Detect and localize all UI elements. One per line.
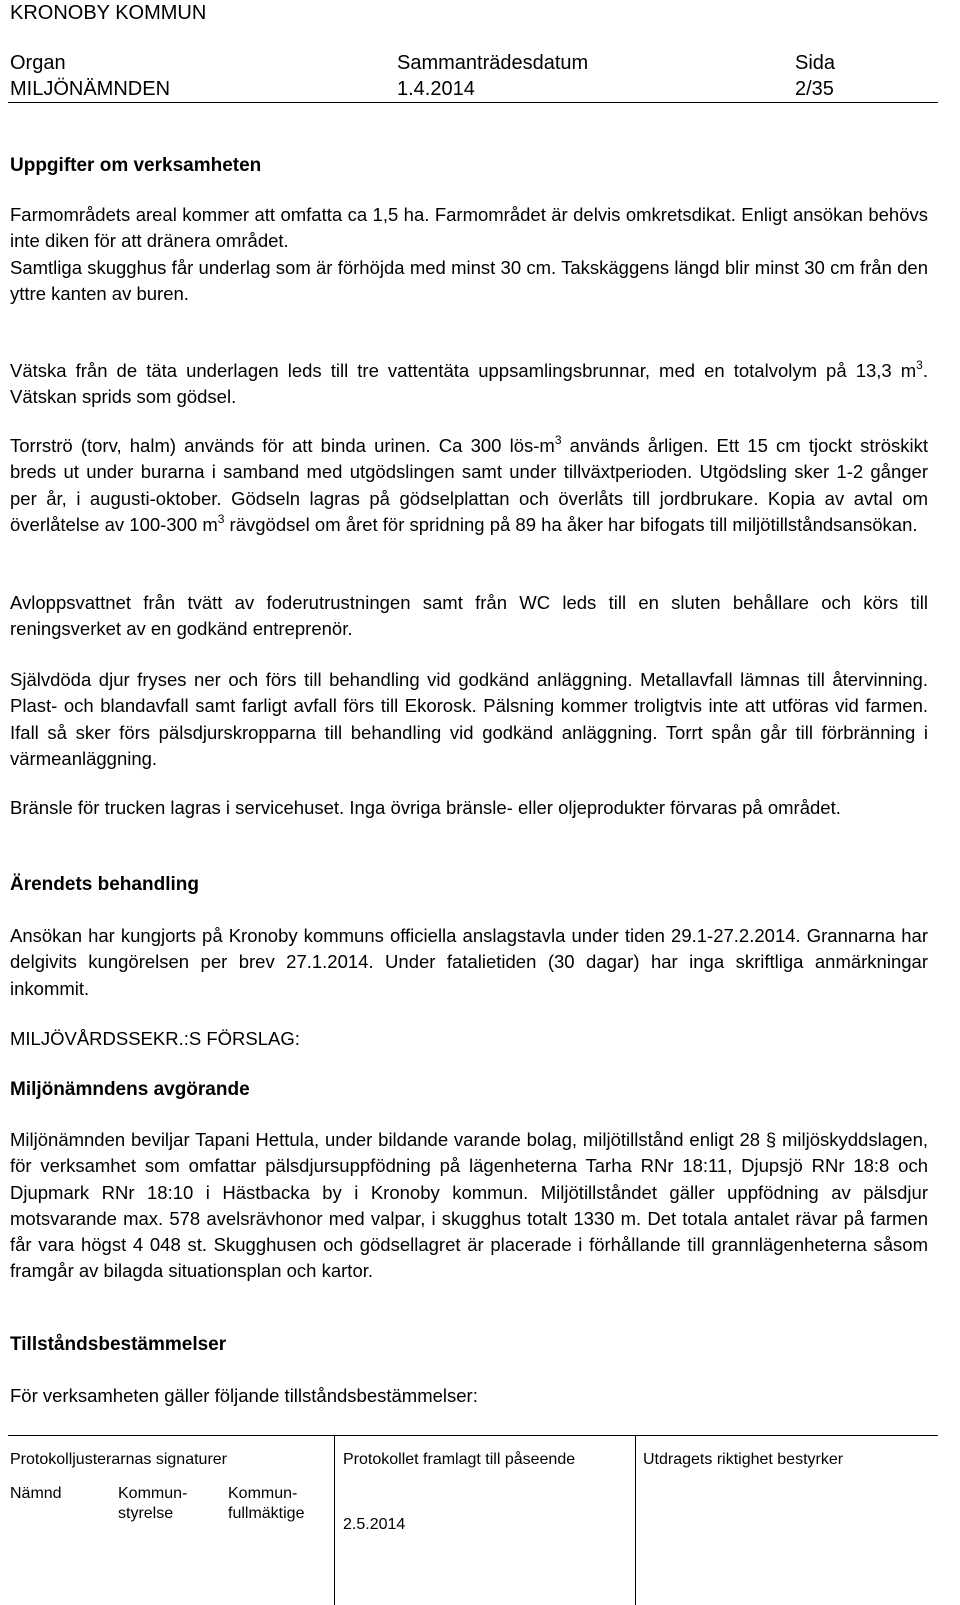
organ-label: Organ — [10, 52, 66, 74]
paragraph-shelters — [10, 255, 928, 308]
footer-column-divider — [334, 1435, 335, 1605]
paragraph-liquid — [10, 358, 928, 411]
signature-column-municipal-board: Kommun- styrelse — [118, 1485, 188, 1522]
paragraph-litter — [10, 433, 928, 538]
paragraph: Samtliga skugghus får underlag som är förhöjda med minst 30 cm. Takskäggens längd blir minst 30 cm från den yttre kanten av buren. — [10, 257, 928, 305]
footer-column-divider — [635, 1435, 636, 1605]
section-heading-handling: Ärendets behandling — [10, 874, 199, 895]
signature-column-board: Nämnd — [10, 1485, 62, 1502]
displayed-label: Protokollet framlagt till påseende — [343, 1451, 576, 1468]
organ-value: MILJÖNÄMNDEN — [10, 78, 171, 100]
paragraph-fuel — [10, 795, 928, 821]
paragraph: Bränsle för trucken lagras i servicehuset. Inga övriga bränsle- eller oljeprodukter förvaras på området. — [10, 797, 841, 818]
superscript: 3 — [554, 432, 562, 447]
footer-divider — [8, 1435, 938, 1436]
superscript: 3 — [916, 357, 923, 372]
section-heading-decision: Miljönämndens avgörande — [10, 1079, 250, 1100]
organization-name: KRONOBY KOMMUN — [10, 2, 207, 24]
signature-column-municipal-council: Kommun- fullmäktige — [228, 1485, 305, 1522]
paragraph-area — [10, 202, 928, 255]
displayed-date: 2.5.2014 — [343, 1516, 406, 1533]
paragraph: Ansökan har kungjorts på Kronoby kommuns officiella anslagstavla under tiden 29.1-27.2.2014. Grannarna har delgivits kungörelsen per brev 27.1.2014. Under fatalietiden (30 dagar) har inga skriftliga anmärkningar inkommit. — [10, 925, 928, 999]
paragraph-waste — [10, 667, 928, 772]
paragraph: Torrströ (torv, halm) används för att binda urinen. Ca 300 lös-$m^3$ används årligen. Ett 15 cm tjockt ströskikt breds ut under burarna i samband med utgödslingen samt under tillväxtperioden. Utgödsling sker 1-2 gånger per år, i augusti-oktober. Gödseln lagras på gödselplattan och överlåts till jordbrukare. Kopia av avtal om överlåtelse av 100-300 $m^3$ rävgödsel om året för spridning på 89 ha åker har bifogats till miljötillståndsansökan. — [10, 432, 928, 535]
header-divider — [8, 102, 938, 103]
signatures-label: Protokolljusterarnas signaturer — [10, 1451, 227, 1468]
extract-certified-label: Utdragets riktighet bestyrker — [643, 1451, 844, 1468]
paragraph-decision — [10, 1127, 928, 1285]
paragraph: Farmområdets areal kommer att omfatta ca 1,5 ha. Farmområdet är delvis omkretsdikat. Enligt ansökan behövs inte diken för att dränera området. — [10, 204, 928, 252]
section-heading-operations: Uppgifter om verksamheten — [10, 155, 262, 176]
meeting-date-value: 1.4.2014 — [397, 78, 475, 100]
paragraph-announcement — [10, 923, 928, 1002]
paragraph-wastewater — [10, 590, 928, 643]
paragraph: Miljönämnden beviljar Tapani Hettula, under bildande varande bolag, miljötillstånd enligt 28 § miljöskyddslagen, för verksamhet som omfattar pälsdjursuppfödning på lägenheterna Tarha RNr 18:11, Djupsjö RNr 18:8 och Djupmark RNr 18:10 i Hästbacka by i Kronoby kommun. Miljötillståndet gäller uppfödning av pälsdjur motsvarande max. 578 avelsrävhonor med valpar, i skugghus totalt 1330 m. Det totala antalet rävar på farmen får vara högst 4 048 st. Skugghusen och gödsellagret är placerade i förhållande till grannlägenheterna såsom framgår av bilagda situationsplan och kartor. — [10, 1129, 928, 1282]
proposal-label: MILJÖVÅRDSSEKR.:S FÖRSLAG: — [10, 1028, 300, 1049]
meeting-date-label: Sammanträdesdatum — [397, 52, 589, 74]
paragraph-conditions: För verksamheten gäller följande tillståndsbestämmelser: — [10, 1385, 478, 1406]
paragraph: Självdöda djur fryses ner och förs till behandling vid godkänd anläggning. Metallavfall lämnas till återvinning. Plast- och blandavfall samt farligt avfall förs till Ekorosk. Pälsning kommer troligtvis inte att utföras vid farmen. Ifall så sker förs pälsdjurskropparna till behandling vid godkänd anläggning. Torrt spån går till förbränning i värmeanläggning. — [10, 669, 928, 769]
superscript: 3 — [217, 511, 225, 526]
page-label: Sida — [795, 52, 836, 74]
paragraph: Vätska från de täta underlagen leds till tre vattentäta uppsamlingsbrunnar, med en totalvolym på 13,3 $m^3$. Vätskan sprids som gödsel. — [10, 357, 928, 408]
page-number: 2/35 — [795, 78, 834, 100]
section-heading-conditions: Tillståndsbestämmelser — [10, 1334, 227, 1355]
paragraph: Avloppsvattnet från tvätt av foderutrustningen samt från WC leds till en sluten behållare och körs till reningsverket av en godkänd entreprenör. — [10, 592, 928, 640]
